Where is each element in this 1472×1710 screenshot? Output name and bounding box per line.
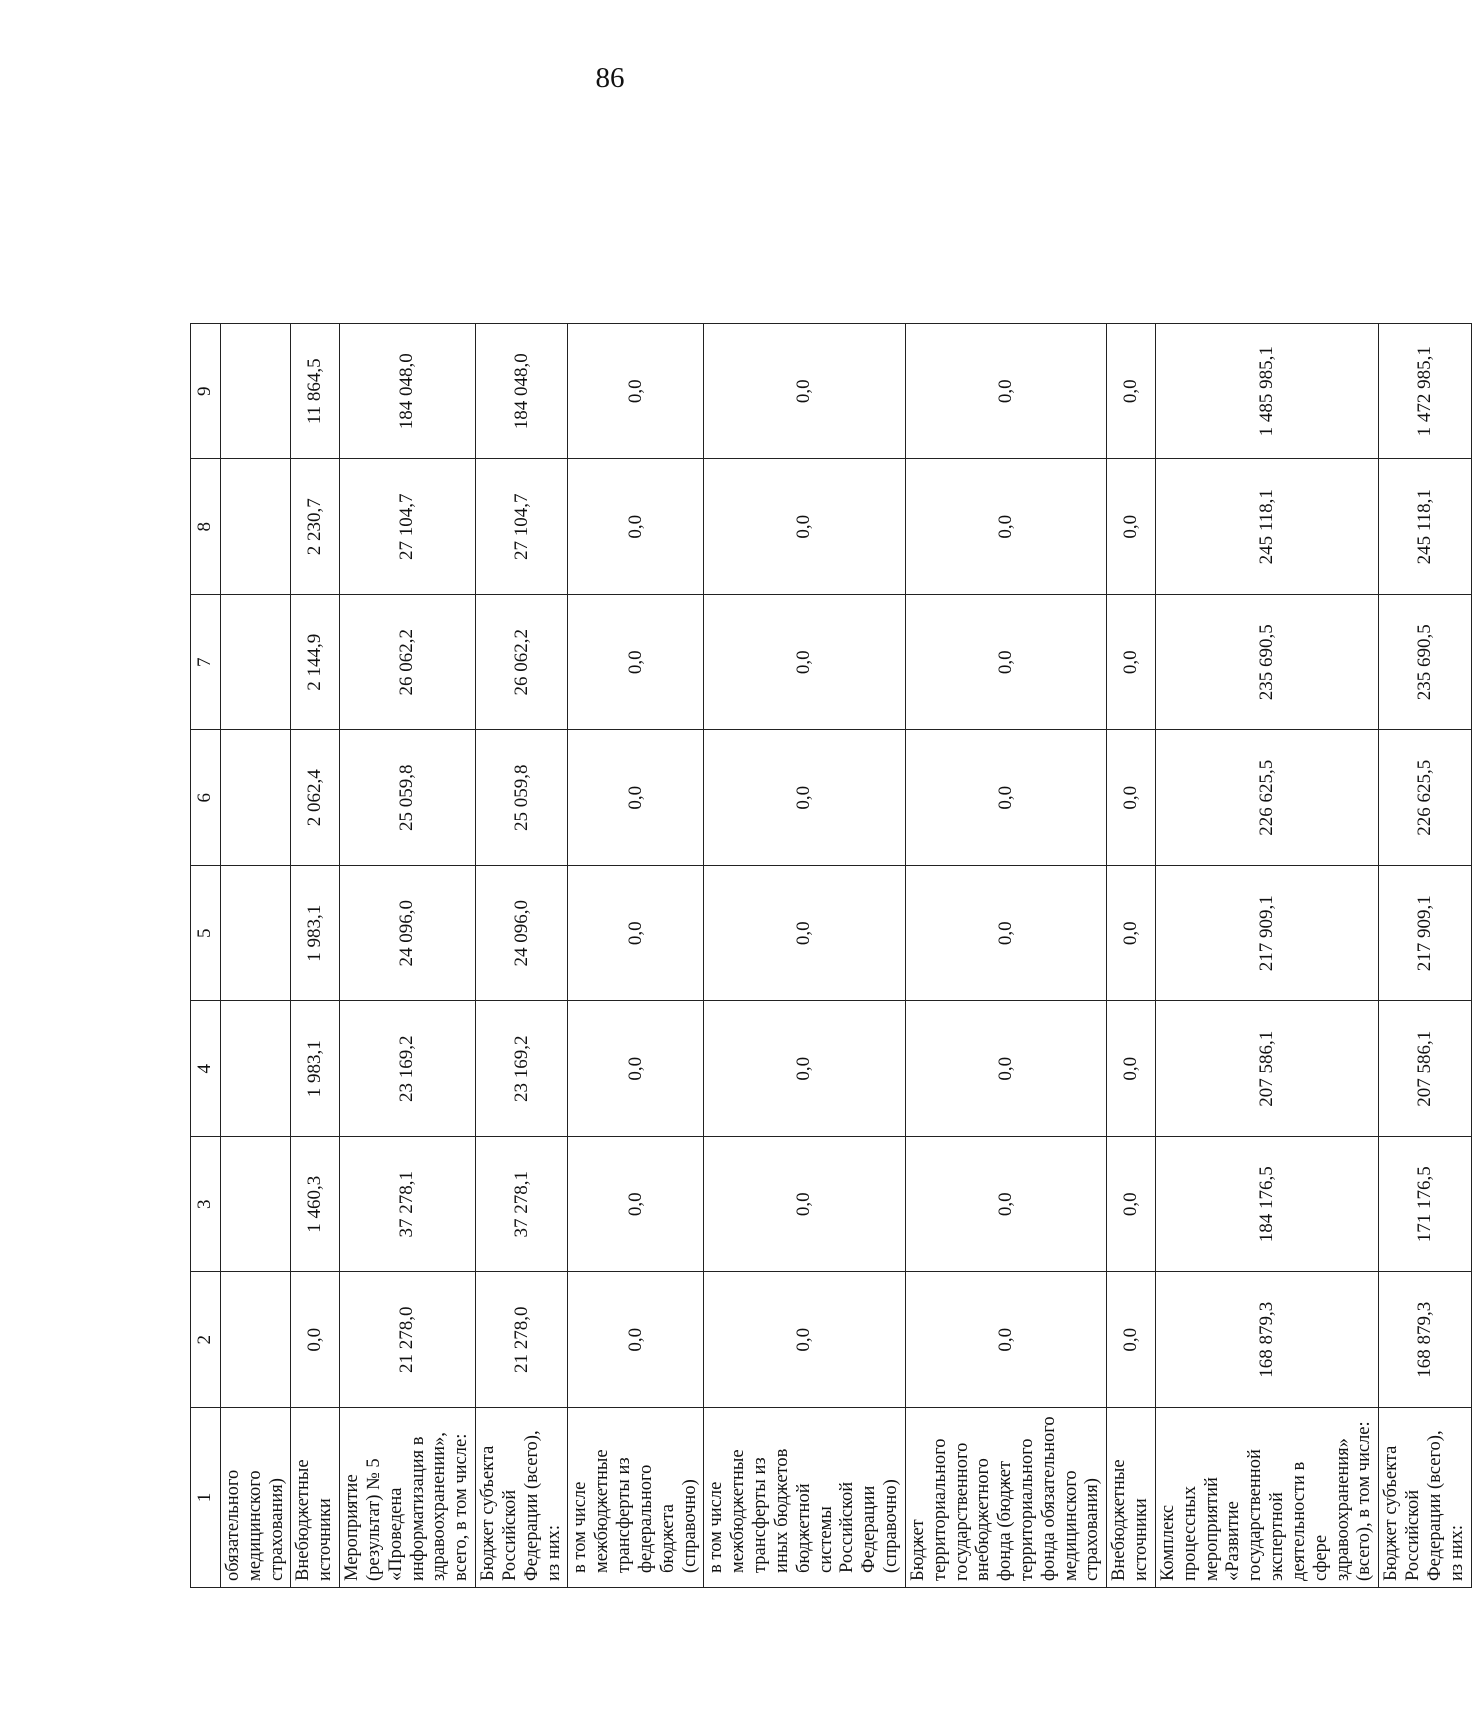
value-cell [221,324,291,460]
value-cell: 0,0 [704,595,905,731]
header-cell: 7 [191,595,221,731]
value-cell: 0,0 [704,459,905,595]
value-cell: 0,0 [568,1137,704,1273]
value-cell: 0,0 [1107,1001,1156,1137]
header-cell: 1 [191,1408,221,1588]
row-label: Бюджет субъекта Российской Федерации (всего), из них: [1379,1408,1471,1588]
header-cell: 2 [191,1272,221,1408]
budget-table [190,323,1472,1588]
value-cell: 37 278,1 [340,1137,476,1273]
value-cell: 0,0 [568,324,704,460]
value-cell: 0,0 [905,1001,1106,1137]
value-cell: 0,0 [905,595,1106,731]
value-cell [221,866,291,1002]
table-header-row [191,324,221,1588]
value-cell: 226 625,5 [1155,730,1378,866]
value-cell: 0,0 [1107,1272,1156,1408]
page-number: 86 [595,62,625,94]
value-cell: 0,0 [704,324,905,460]
table-row [905,324,1106,1588]
value-cell [221,1001,291,1137]
value-cell: 0,0 [568,866,704,1002]
value-cell: 27 104,7 [340,459,476,595]
budget-table-rotated [190,324,1467,1588]
header-cell: 3 [191,1137,221,1273]
value-cell: 0,0 [905,866,1106,1002]
value-cell: 25 059,8 [476,730,568,866]
row-label: Бюджет субъекта Российской Федерации (всего), из них: [476,1408,568,1588]
value-cell: 235 690,5 [1379,595,1471,731]
row-label: в том числе межбюджетные трансферты из иных бюджетов бюджетной системы Российской Федерации (справочно) [704,1408,905,1588]
table-row [221,324,291,1588]
value-cell: 0,0 [905,730,1106,866]
value-cell: 184 048,0 [340,324,476,460]
value-cell: 171 176,5 [1379,1137,1471,1273]
row-label: Бюджет территориального государственного внебюджетного фонда (бюджет территориального фонда обязательного медицинского страхования) [905,1408,1106,1588]
table-row [1155,324,1378,1588]
table-row [476,324,568,1588]
value-cell: 0,0 [568,1001,704,1137]
value-cell: 235 690,5 [1155,595,1378,731]
value-cell: 0,0 [704,1001,905,1137]
value-cell: 0,0 [568,459,704,595]
value-cell: 0,0 [704,866,905,1002]
value-cell: 0,0 [568,730,704,866]
value-cell: 0,0 [1107,324,1156,460]
value-cell: 2 230,7 [291,459,340,595]
row-label: Мероприятие (результат) № 5 «Проведена информатизация в здравоохранении», всего, в том числе: [340,1408,476,1588]
value-cell: 23 169,2 [476,1001,568,1137]
value-cell [221,459,291,595]
row-label: Внебюджетные источники [291,1408,340,1588]
value-cell: 26 062,2 [476,595,568,731]
value-cell: 11 864,5 [291,324,340,460]
table-row [340,324,476,1588]
value-cell: 207 586,1 [1379,1001,1471,1137]
value-cell: 27 104,7 [476,459,568,595]
value-cell: 217 909,1 [1379,866,1471,1002]
header-cell: 9 [191,324,221,460]
value-cell: 24 096,0 [476,866,568,1002]
table-row [1107,324,1156,1588]
value-cell: 21 278,0 [476,1272,568,1408]
value-cell: 0,0 [905,1137,1106,1273]
value-cell: 25 059,8 [340,730,476,866]
row-label: в том числе межбюджетные трансферты из федерального бюджета (справочно) [568,1408,704,1588]
value-cell: 24 096,0 [340,866,476,1002]
value-cell: 184 048,0 [476,324,568,460]
row-label: Комплекс процессных мероприятий «Развитие государственной экспертной деятельности в сфере здравоохранения» (всего), в том числе: [1155,1408,1378,1588]
value-cell: 0,0 [704,1272,905,1408]
value-cell [221,1137,291,1273]
value-cell: 23 169,2 [340,1001,476,1137]
value-cell: 1 485 985,1 [1155,324,1378,460]
value-cell: 0,0 [568,595,704,731]
value-cell: 0,0 [704,730,905,866]
value-cell: 2 062,4 [291,730,340,866]
value-cell: 0,0 [704,1137,905,1273]
value-cell: 1 472 985,1 [1379,324,1471,460]
value-cell: 0,0 [1107,595,1156,731]
header-cell: 5 [191,866,221,1002]
value-cell: 0,0 [1107,459,1156,595]
table-row [568,324,704,1588]
value-cell: 21 278,0 [340,1272,476,1408]
value-cell [221,730,291,866]
value-cell [221,595,291,731]
value-cell: 0,0 [905,1272,1106,1408]
value-cell: 184 176,5 [1155,1137,1378,1273]
value-cell: 168 879,3 [1155,1272,1378,1408]
table-row [704,324,905,1588]
value-cell: 0,0 [1107,1137,1156,1273]
value-cell: 168 879,3 [1379,1272,1471,1408]
value-cell: 0,0 [291,1272,340,1408]
header-cell: 8 [191,459,221,595]
table-row [291,324,340,1588]
value-cell: 2 144,9 [291,595,340,731]
value-cell: 0,0 [905,459,1106,595]
value-cell: 207 586,1 [1155,1001,1378,1137]
row-label: Внебюджетные источники [1107,1408,1156,1588]
value-cell: 0,0 [1107,866,1156,1002]
value-cell: 1 983,1 [291,1001,340,1137]
value-cell: 37 278,1 [476,1137,568,1273]
value-cell: 217 909,1 [1155,866,1378,1002]
value-cell: 0,0 [1107,730,1156,866]
value-cell: 245 118,1 [1155,459,1378,595]
value-cell: 26 062,2 [340,595,476,731]
value-cell: 0,0 [905,324,1106,460]
value-cell: 1 983,1 [291,866,340,1002]
value-cell: 0,0 [568,1272,704,1408]
table-row [1379,324,1471,1588]
value-cell: 245 118,1 [1379,459,1471,595]
header-cell: 4 [191,1001,221,1137]
value-cell [221,1272,291,1408]
row-label: обязательного медицинского страхования) [221,1408,291,1588]
value-cell: 1 460,3 [291,1137,340,1273]
value-cell: 226 625,5 [1379,730,1471,866]
header-cell: 6 [191,730,221,866]
